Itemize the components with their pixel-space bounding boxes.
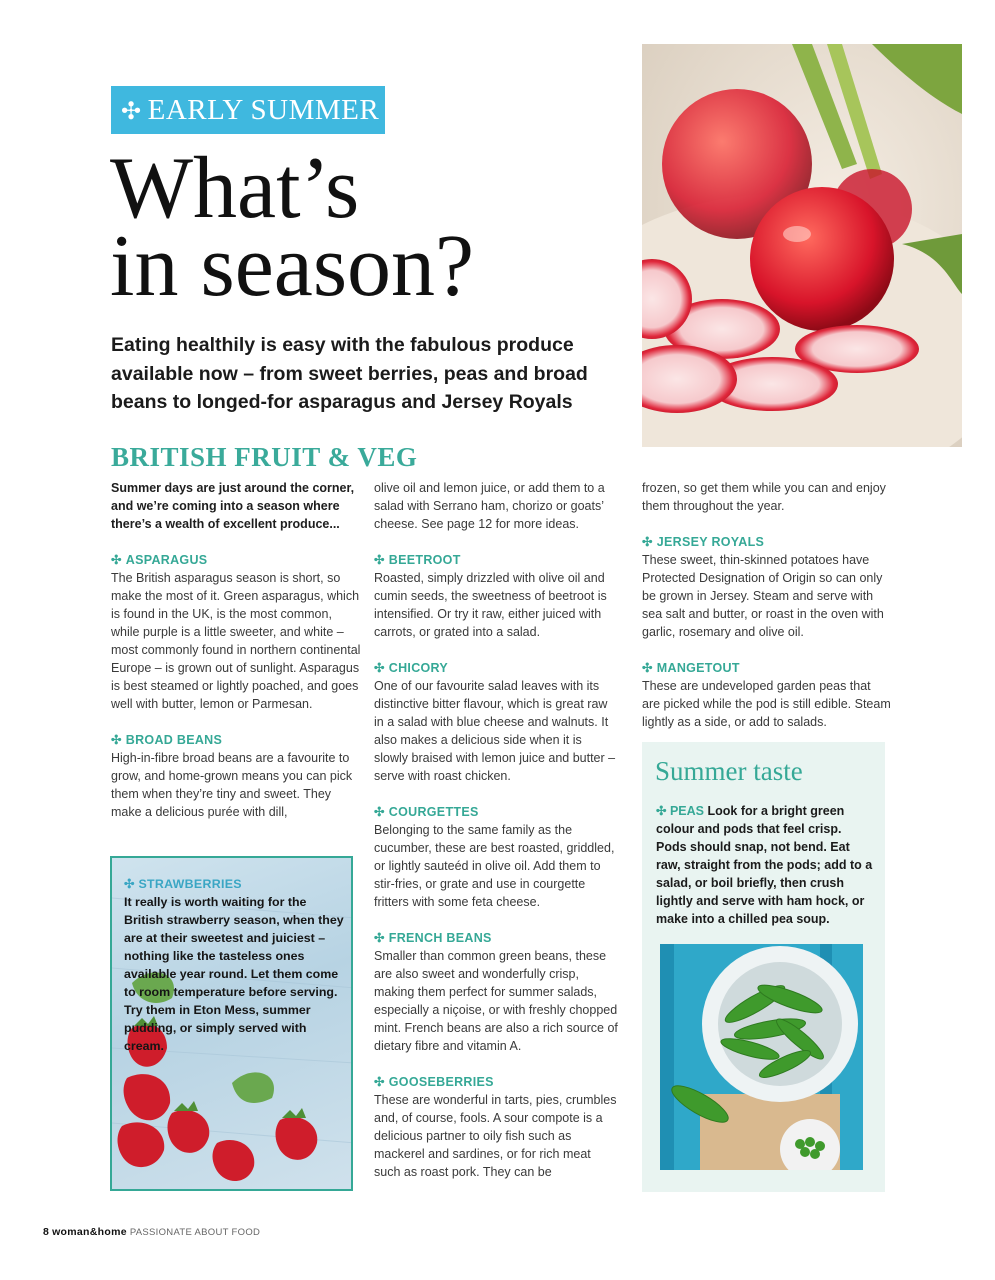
column-2 <box>374 479 618 1181</box>
jersey-royals-title: JERSEY ROYALS <box>656 535 765 549</box>
french-beans-title: FRENCH BEANS <box>388 931 492 945</box>
cross-ornament-icon: ✣ <box>374 661 385 675</box>
cross-ornament-icon: ✣ <box>642 661 653 675</box>
jersey-royals-body: These sweet, thin-skinned potatoes have Protected Designation of Origin so can only be grown in Jersey. Steam and serve with sea salt and butter, or roast in the oven with garlic, rosemary and olive oil. <box>642 553 884 639</box>
cross-ornament-icon: ✣ <box>656 804 667 818</box>
peas-title: PEAS <box>669 804 705 818</box>
beetroot-title: BEETROOT <box>388 553 461 567</box>
cross-ornament-icon: ✣ <box>642 535 653 549</box>
peas-label <box>656 804 704 818</box>
mangetout-title: MANGETOUT <box>656 661 740 675</box>
peas-photo <box>660 944 863 1170</box>
mangetout-body: These are undeveloped garden peas that are picked while the pod is still edible. Steam lightly as a side, or add to salads. <box>642 679 891 729</box>
page-number: 8 <box>43 1226 50 1238</box>
asparagus-title: ASPARAGUS <box>125 553 208 567</box>
standfirst: Eating healthily is easy with the fabulous produce available now – from sweet berries, peas and broad beans to longed-for asparagus and Jersey Royals <box>111 334 588 413</box>
gooseberries-body: These are wonderful in tarts, pies, crumbles and, of course, fools. A sour compote is a delicious partner to oily fish such as mackerel and sardines, or for rich meat such as roast pork. They can be <box>374 1093 617 1179</box>
chicory-title: CHICORY <box>388 661 449 675</box>
broad-beans-title: BROAD BEANS <box>125 733 223 747</box>
brand-name: woman&home <box>52 1226 127 1238</box>
jersey-royals-heading <box>642 533 892 551</box>
page-title-line-1: What’s <box>110 140 360 237</box>
cross-ornament-icon: ✣ <box>124 877 135 891</box>
asparagus-heading <box>111 551 361 569</box>
footer-section: PASSIONATE ABOUT FOOD <box>129 1227 261 1238</box>
broad-beans-body-continued: olive oil and lemon juice, or add them to a salad with Serrano ham, chorizo or goats’ cheese. See page 12 for more ideas. <box>374 481 605 531</box>
section-tag-label: EARLY SUMMER <box>147 94 380 126</box>
summer-taste-title: Summer taste <box>655 756 803 786</box>
broad-beans-body: High-in-fibre broad beans are a favourite to grow, and home-grown means you can pick them when they’re tiny and sweet. They make a delicious purée with dill, <box>111 751 353 819</box>
strawberries-title: STRAWBERRIES <box>138 877 242 891</box>
cross-ornament-icon: ✣ <box>374 931 385 945</box>
cross-ornament-icon: ✣ <box>111 553 122 567</box>
strawberries-body: It really is worth waiting for the British strawberry season, when they are at their sweetest and juiciest – nothing like the tasteless ones available year round. Let them come to room temperature before serving. Try them in Eton Mess, summer pudding, or simply served with cream. <box>124 895 344 1053</box>
gooseberries-body-continued: frozen, so get them while you can and enjoy them throughout the year. <box>642 481 886 513</box>
cross-ornament-icon: ✣ <box>374 553 385 567</box>
broad-beans-heading <box>111 731 361 749</box>
gooseberries-title: GOOSEBERRIES <box>388 1075 494 1089</box>
cross-ornament-icon: ✣ <box>374 1075 385 1089</box>
page-footer <box>43 1226 260 1238</box>
french-beans-body: Smaller than common green beans, these are also sweet and wonderfully crisp, making them perfect for summer salads, especially a niçoise, or with freshly chopped mint. French beans are also a rich source of dietary fibre and vitamin A. <box>374 949 618 1053</box>
french-beans-heading <box>374 929 618 947</box>
page-title <box>110 140 630 315</box>
chicory-body: One of our favourite salad leaves with its distinctive bitter flavour, which is great raw in a salad with blue cheese and walnuts. It also makes a delicious side when it is slowly braised with lemon juice and butter – serve with roast chicken. <box>374 679 616 783</box>
courgettes-body: Belonging to the same family as the cucumber, these are best roasted, griddled, or lightly sauteéd in olive oil. Add them to stir-fries, or grate and use in courgette fritters with some feta cheese. <box>374 823 615 909</box>
column-1 <box>111 479 361 821</box>
beetroot-heading <box>374 551 618 569</box>
section-title: BRITISH FRUIT & VEG <box>111 442 418 472</box>
intro-text: Summer days are just around the corner, and we’re coming into a season where there’s a wealth of excellent produce... <box>111 481 355 531</box>
strawberries-heading <box>124 875 349 893</box>
radish-photo <box>642 44 962 447</box>
mangetout-heading <box>642 659 892 677</box>
cross-ornament-icon: ✣ <box>374 805 385 819</box>
section-tag <box>111 86 385 134</box>
beetroot-body: Roasted, simply drizzled with olive oil and cumin seeds, the sweetness of beetroot is intensified. Or try it raw, either juiced with carrots, or grated into a salad. <box>374 571 607 639</box>
page-title-line-2: in season? <box>110 218 475 315</box>
asparagus-body: The British asparagus season is short, so make the most of it. Green asparagus, which is found in the UK, is the most common, while purple is a little sweeter, and white – most commonly found in northern continental Europe – is grown out of sunlight. Asparagus is best steamed or lightly poached, and goes well with butter, lemon or Parmesan. <box>111 571 361 711</box>
strawberries-text <box>124 875 349 1055</box>
peas-body: Look for a bright green colour and pods that feel crisp. Pods should snap, not bend. Eat raw, straight from the pods; add to a salad, or boil briefly, then crush lightly and serve with ham hock, or make into a chilled pea soup. <box>656 804 873 926</box>
summer-taste-text <box>656 802 874 928</box>
chicory-heading <box>374 659 618 677</box>
courgettes-heading <box>374 803 618 821</box>
cross-ornament-icon: ✣ <box>121 99 142 125</box>
summer-taste-box <box>642 742 885 1192</box>
column-3 <box>642 479 892 731</box>
gooseberries-heading <box>374 1073 618 1091</box>
cross-ornament-icon: ✣ <box>111 733 122 747</box>
strawberries-box <box>110 856 353 1191</box>
courgettes-title: COURGETTES <box>388 805 479 819</box>
